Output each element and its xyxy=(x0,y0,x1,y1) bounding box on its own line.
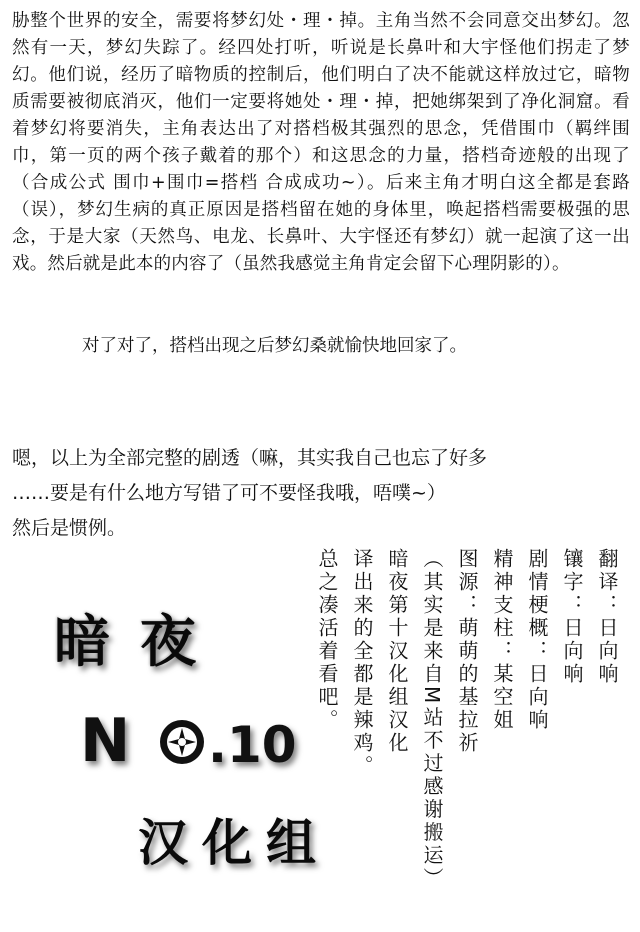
credit-remark-1: 译出来的全都是辣鸡。 xyxy=(350,548,374,778)
spoiler-line-3: 然后是惯例。 xyxy=(12,517,127,539)
logo-number: .10 xyxy=(208,716,297,774)
credit-support: 精神支柱：某空姐 xyxy=(490,548,514,732)
credits-column xyxy=(309,548,624,898)
spoiler-line-1: 嗯，以上为全部完整的剧透（嘛，其实我自己也忘了好多 xyxy=(12,447,488,469)
logo-emblem-icon xyxy=(154,714,210,770)
spoiler-note xyxy=(12,441,630,546)
summary-paragraph: 胁整个世界的安全，需要将梦幻处・理・掉。主角当然不会同意交出梦幻。忽然有一天，梦幻失踪了。经四处打听，听说是长鼻叶和大宇怪他们拐走了梦幻。他们说，经历了暗物质的控制后，他们明白了决不能就这样放过它，暗物质需要被彻底消灭，他们一定要将她处・理・掉，把她绑架到了净化洞窟。看着梦幻将要消失，主角表达出了对搭档极其强烈的思念，凭借围巾（羁绊围巾，第一页的两个孩子戴着的那个）和这思念的力量，搭档奇迹般的出现了（合成公式 围巾+围巾=搭档 合成成功~）。后来主角才明白这全都是套路（误），梦幻生病的真正原因是搭档留在她的身体里，唤起搭档需要极强的思念，于是大家（天然鸟、电龙、长鼻叶、大宇怪还有梦幻）就一起演了这一出戏。然后就是此本的内容了（虽然我感觉主角肯定会留下心理阴影的）。 xyxy=(12,11,630,274)
logo-title: 暗夜 xyxy=(54,609,226,675)
credit-source-note: （其实是来自M站不过感谢搬运） xyxy=(420,548,444,891)
credit-typesetting: 镶字：日向响 xyxy=(560,548,584,686)
credit-group: 暗夜第十汉化组汉化 xyxy=(385,548,409,755)
credit-source: 图源：萌萌的基拉祈 xyxy=(455,548,479,755)
credit-remark-2: 总之凑活着看吧。 xyxy=(315,548,339,732)
logo-no-letter: N xyxy=(80,706,131,776)
spoiler-line-2: ……要是有什么地方写错了可不要怪我哦，唔噗~） xyxy=(12,482,446,504)
credit-translation: 翻译：日向响 xyxy=(595,548,619,686)
logo-number-row xyxy=(80,706,340,786)
closing-line: 对了对了，搭档出现之后梦幻桑就愉快地回家了。 xyxy=(82,336,467,356)
credit-synopsis: 剧情梗概：日向响 xyxy=(525,548,549,732)
logo-group-name: 汉化组 xyxy=(138,813,330,872)
